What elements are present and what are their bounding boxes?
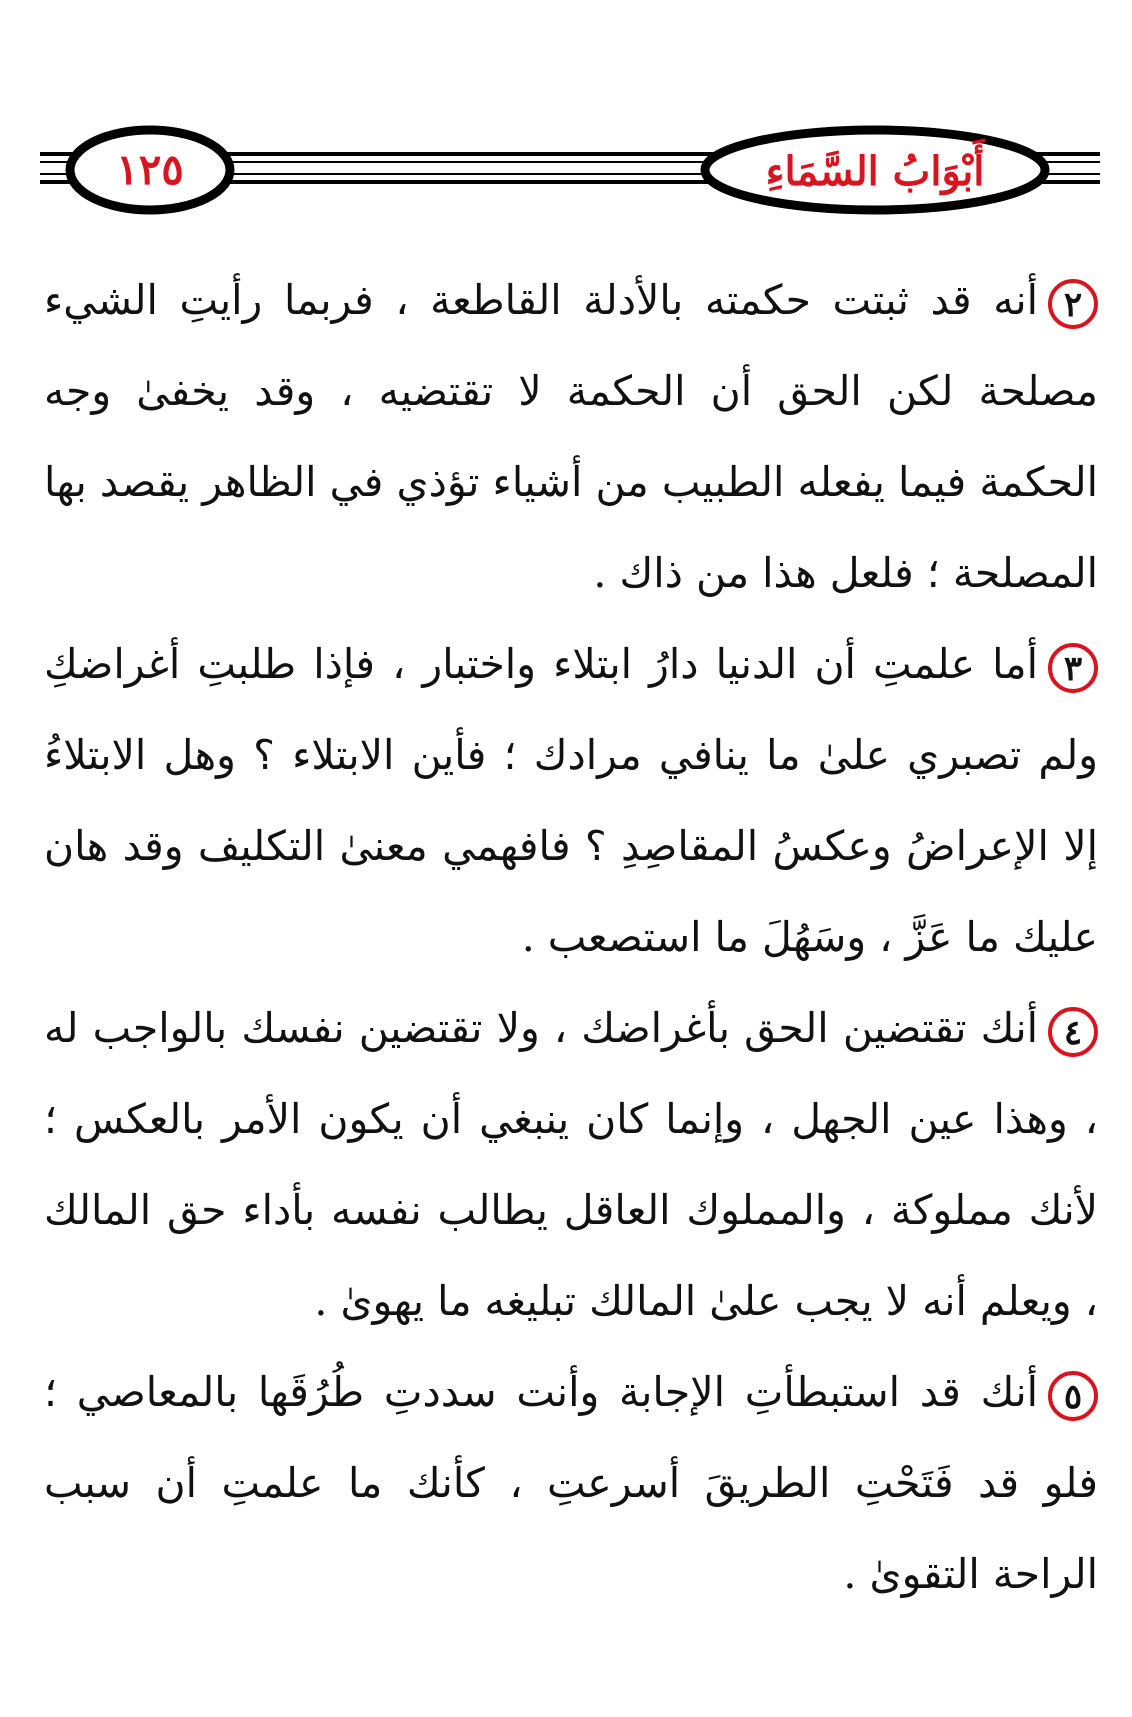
page-body bbox=[44, 255, 1098, 1620]
paragraph-number-badge: ٢ bbox=[1048, 279, 1098, 329]
paragraph-4 bbox=[44, 983, 1098, 1347]
paragraph-number-badge: ٣ bbox=[1048, 643, 1098, 693]
paragraph-text: أنك قد استبطأتِ الإجابة وأنت سددتِ طُرُقَها بالمعاصي ؛ فلو قد فَتَحْتِ الطريقَ أسرعتِ ، كأنك ما علمتِ أن سبب الراحة التقوىٰ . bbox=[44, 1368, 1098, 1598]
running-title: أَبْوَابُ السَّمَاءِ bbox=[765, 148, 985, 195]
paragraph-number-badge: ٤ bbox=[1048, 1007, 1098, 1057]
page-number: ١٢٥ bbox=[116, 145, 184, 194]
paragraph-3 bbox=[44, 619, 1098, 983]
running-header bbox=[0, 110, 1132, 230]
paragraph-text: أنه قد ثبتت حكمته بالأدلة القاطعة ، فربما رأيتِ الشيء مصلحة لكن الحق أن الحكمة لا تقتضيه ، وقد يخفىٰ وجه الحكمة فيما يفعله الطبيب من أشياء تؤذي في الظاهر يقصد بها المصلحة ؛ فلعل هذا من ذاك . bbox=[44, 276, 1098, 597]
paragraph-5 bbox=[44, 1347, 1098, 1620]
paragraph-number-badge: ٥ bbox=[1048, 1371, 1098, 1421]
paragraph-2 bbox=[44, 255, 1098, 619]
paragraph-text: أما علمتِ أن الدنيا دارُ ابتلاء واختبار ، فإذا طلبتِ أغراضكِ ولم تصبري علىٰ ما ينافي مرادك ؛ فأين الابتلاء ؟ وهل الابتلاءُ إلا الإعراضُ وعكسُ المقاصِدِ ؟ فافهمي معنىٰ التكليف وقد هان عليك ما عَزَّ ، وسَهُلَ ما استصعب . bbox=[44, 640, 1098, 961]
paragraph-text: أنك تقتضين الحق بأغراضك ، ولا تقتضين نفسك بالواجب له ، وهذا عين الجهل ، وإنما كان ينبغي أن يكون الأمر بالعكس ؛ لأنك مملوكة ، والمملوك العاقل يطالب نفسه بأداء حق المالك ، ويعلم أنه لا يجب علىٰ المالك تبليغه ما يهوىٰ . bbox=[44, 1004, 1098, 1325]
